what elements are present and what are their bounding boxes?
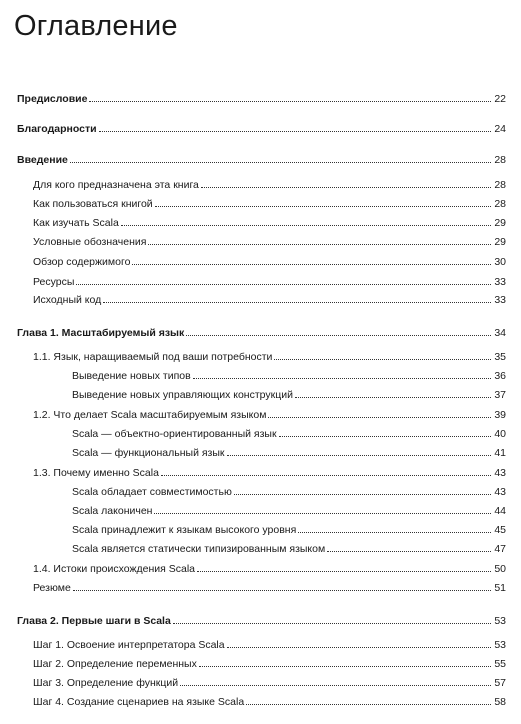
toc-entry-page-number: 33 bbox=[494, 294, 506, 306]
toc-entry-page-number: 22 bbox=[494, 93, 506, 105]
toc-entry-page-number: 50 bbox=[494, 563, 506, 575]
toc-entry[interactable] bbox=[33, 292, 506, 308]
toc-entry[interactable] bbox=[33, 637, 506, 653]
dot-leader bbox=[279, 436, 492, 437]
toc-entry[interactable] bbox=[33, 274, 506, 290]
toc-chapter-entry[interactable] bbox=[17, 121, 506, 137]
toc-entry-title: 1.4. Истоки происхождения Scala bbox=[33, 563, 195, 575]
toc-entry-page-number: 29 bbox=[494, 217, 506, 229]
toc-entry-title: Исходный код bbox=[33, 294, 102, 306]
toc-entry-page-number: 51 bbox=[494, 582, 506, 594]
toc-entry-title: Scala лаконичен bbox=[72, 505, 153, 517]
dot-leader bbox=[274, 359, 491, 360]
toc-entry-page-number: 43 bbox=[494, 486, 506, 498]
toc-entry-title: Шаг 3. Определение функций bbox=[33, 677, 179, 689]
toc-entry[interactable] bbox=[72, 445, 506, 461]
toc-entry[interactable] bbox=[72, 522, 506, 538]
dot-leader bbox=[268, 417, 491, 418]
toc-entry[interactable] bbox=[72, 368, 506, 384]
toc-entry[interactable] bbox=[33, 215, 506, 231]
toc-entry-page-number: 58 bbox=[494, 696, 506, 708]
toc-entry-title: Scala принадлежит к языкам высокого уровня bbox=[72, 524, 297, 536]
dot-leader bbox=[246, 704, 491, 705]
dot-leader bbox=[173, 623, 491, 624]
toc-entry-page-number: 53 bbox=[494, 615, 506, 627]
toc-entry-title: 1.1. Язык, наращиваемый под ваши потребности bbox=[33, 351, 273, 363]
toc-entry-page-number: 30 bbox=[494, 256, 506, 268]
toc-entry-page-number: 28 bbox=[494, 154, 506, 166]
toc-entry-title: Scala — функциональный язык bbox=[72, 447, 225, 459]
toc-entry-page-number: 41 bbox=[494, 447, 506, 459]
dot-leader bbox=[197, 571, 491, 572]
toc-chapter-entry[interactable] bbox=[17, 325, 506, 341]
dot-leader bbox=[227, 455, 492, 456]
toc-chapter-entry[interactable] bbox=[17, 152, 506, 168]
toc-entry-page-number: 37 bbox=[494, 389, 506, 401]
toc-entry-page-number: 33 bbox=[494, 276, 506, 288]
toc-entry-page-number: 28 bbox=[494, 179, 506, 191]
toc-entry[interactable] bbox=[33, 561, 506, 577]
dot-leader bbox=[199, 666, 491, 667]
toc-entry-title: Условные обозначения bbox=[33, 236, 147, 248]
toc-entry[interactable] bbox=[72, 426, 506, 442]
toc-entry[interactable] bbox=[72, 541, 506, 557]
toc-entry[interactable] bbox=[33, 177, 506, 193]
toc-entry-title: Резюме bbox=[33, 582, 71, 594]
toc-entry-title: Глава 2. Первые шаги в Scala bbox=[17, 615, 171, 627]
toc-entry-page-number: 55 bbox=[494, 658, 506, 670]
toc-entry[interactable] bbox=[72, 503, 506, 519]
dot-leader bbox=[155, 206, 492, 207]
dot-leader bbox=[298, 532, 491, 533]
toc-entry[interactable] bbox=[33, 656, 506, 672]
toc-entry[interactable] bbox=[33, 234, 506, 250]
dot-leader bbox=[154, 513, 491, 514]
toc-entry[interactable] bbox=[33, 196, 506, 212]
toc-entry-title: Введение bbox=[17, 154, 68, 166]
dot-leader bbox=[103, 302, 491, 303]
dot-leader bbox=[89, 101, 491, 102]
dot-leader bbox=[227, 647, 492, 648]
toc-entry[interactable] bbox=[72, 387, 506, 403]
dot-leader bbox=[99, 131, 492, 132]
toc-entry-title: Scala является статически типизированным языком bbox=[72, 543, 326, 555]
toc-chapter-entry[interactable] bbox=[17, 613, 506, 629]
dot-leader bbox=[121, 225, 491, 226]
toc-entry-title: 1.2. Что делает Scala масштабируемым языком bbox=[33, 409, 267, 421]
dot-leader bbox=[148, 244, 491, 245]
toc-entry-title: Scala — объектно-ориентированный язык bbox=[72, 428, 277, 440]
dot-leader bbox=[327, 551, 491, 552]
dot-leader bbox=[73, 590, 492, 591]
page-title: Оглавление bbox=[14, 10, 178, 42]
toc-chapter-entry[interactable] bbox=[17, 91, 506, 107]
toc-entry[interactable] bbox=[33, 254, 506, 270]
toc-entry-title: Scala обладает совместимостью bbox=[72, 486, 232, 498]
toc-entry-title: Шаг 4. Создание сценариев на языке Scala bbox=[33, 696, 245, 708]
toc-entry[interactable] bbox=[33, 407, 506, 423]
dot-leader bbox=[201, 187, 491, 188]
toc-entry-page-number: 29 bbox=[494, 236, 506, 248]
toc-entry-page-number: 35 bbox=[494, 351, 506, 363]
dot-leader bbox=[186, 335, 491, 336]
toc-entry-page-number: 24 bbox=[494, 123, 506, 135]
toc-entry[interactable] bbox=[72, 484, 506, 500]
toc-entry-page-number: 45 bbox=[494, 524, 506, 536]
dot-leader bbox=[132, 264, 491, 265]
toc-entry-page-number: 57 bbox=[494, 677, 506, 689]
toc-entry-page-number: 34 bbox=[494, 327, 506, 339]
toc-entry[interactable] bbox=[33, 580, 506, 596]
dot-leader bbox=[234, 494, 491, 495]
toc-entry-title: Как пользоваться книгой bbox=[33, 198, 153, 210]
toc-entry-title: Шаг 1. Освоение интерпретатора Scala bbox=[33, 639, 225, 651]
toc-entry-page-number: 39 bbox=[494, 409, 506, 421]
dot-leader bbox=[193, 378, 492, 379]
toc-entry-title: Предисловие bbox=[17, 93, 88, 105]
dot-leader bbox=[76, 284, 491, 285]
toc-entry-title: Благодарности bbox=[17, 123, 97, 135]
toc-entry-page-number: 40 bbox=[494, 428, 506, 440]
toc-entry[interactable] bbox=[33, 694, 506, 710]
toc-entry-title: Шаг 2. Определение переменных bbox=[33, 658, 197, 670]
dot-leader bbox=[295, 397, 491, 398]
toc-entry-title: Ресурсы bbox=[33, 276, 75, 288]
toc-entry-title: Глава 1. Масштабируемый язык bbox=[17, 327, 185, 339]
toc-entry-page-number: 47 bbox=[494, 543, 506, 555]
toc-entry-title: Обзор содержимого bbox=[33, 256, 131, 268]
toc-entry-title: Как изучать Scala bbox=[33, 217, 119, 229]
toc-entry-title: 1.3. Почему именно Scala bbox=[33, 467, 159, 479]
toc-entry[interactable] bbox=[33, 675, 506, 691]
toc-entry-page-number: 36 bbox=[494, 370, 506, 382]
toc-entry-title: Выведение новых типов bbox=[72, 370, 191, 382]
toc-entry-page-number: 53 bbox=[494, 639, 506, 651]
toc-entry-page-number: 28 bbox=[494, 198, 506, 210]
dot-leader bbox=[180, 685, 491, 686]
toc-entry[interactable] bbox=[33, 349, 506, 365]
dot-leader bbox=[70, 162, 491, 163]
dot-leader bbox=[161, 475, 491, 476]
toc-entry-page-number: 43 bbox=[494, 467, 506, 479]
toc-entry-page-number: 44 bbox=[494, 505, 506, 517]
toc-entry-title: Выведение новых управляющих конструкций bbox=[72, 389, 293, 401]
toc-entry[interactable] bbox=[33, 465, 506, 481]
toc-entry-title: Для кого предназначена эта книга bbox=[33, 179, 199, 191]
